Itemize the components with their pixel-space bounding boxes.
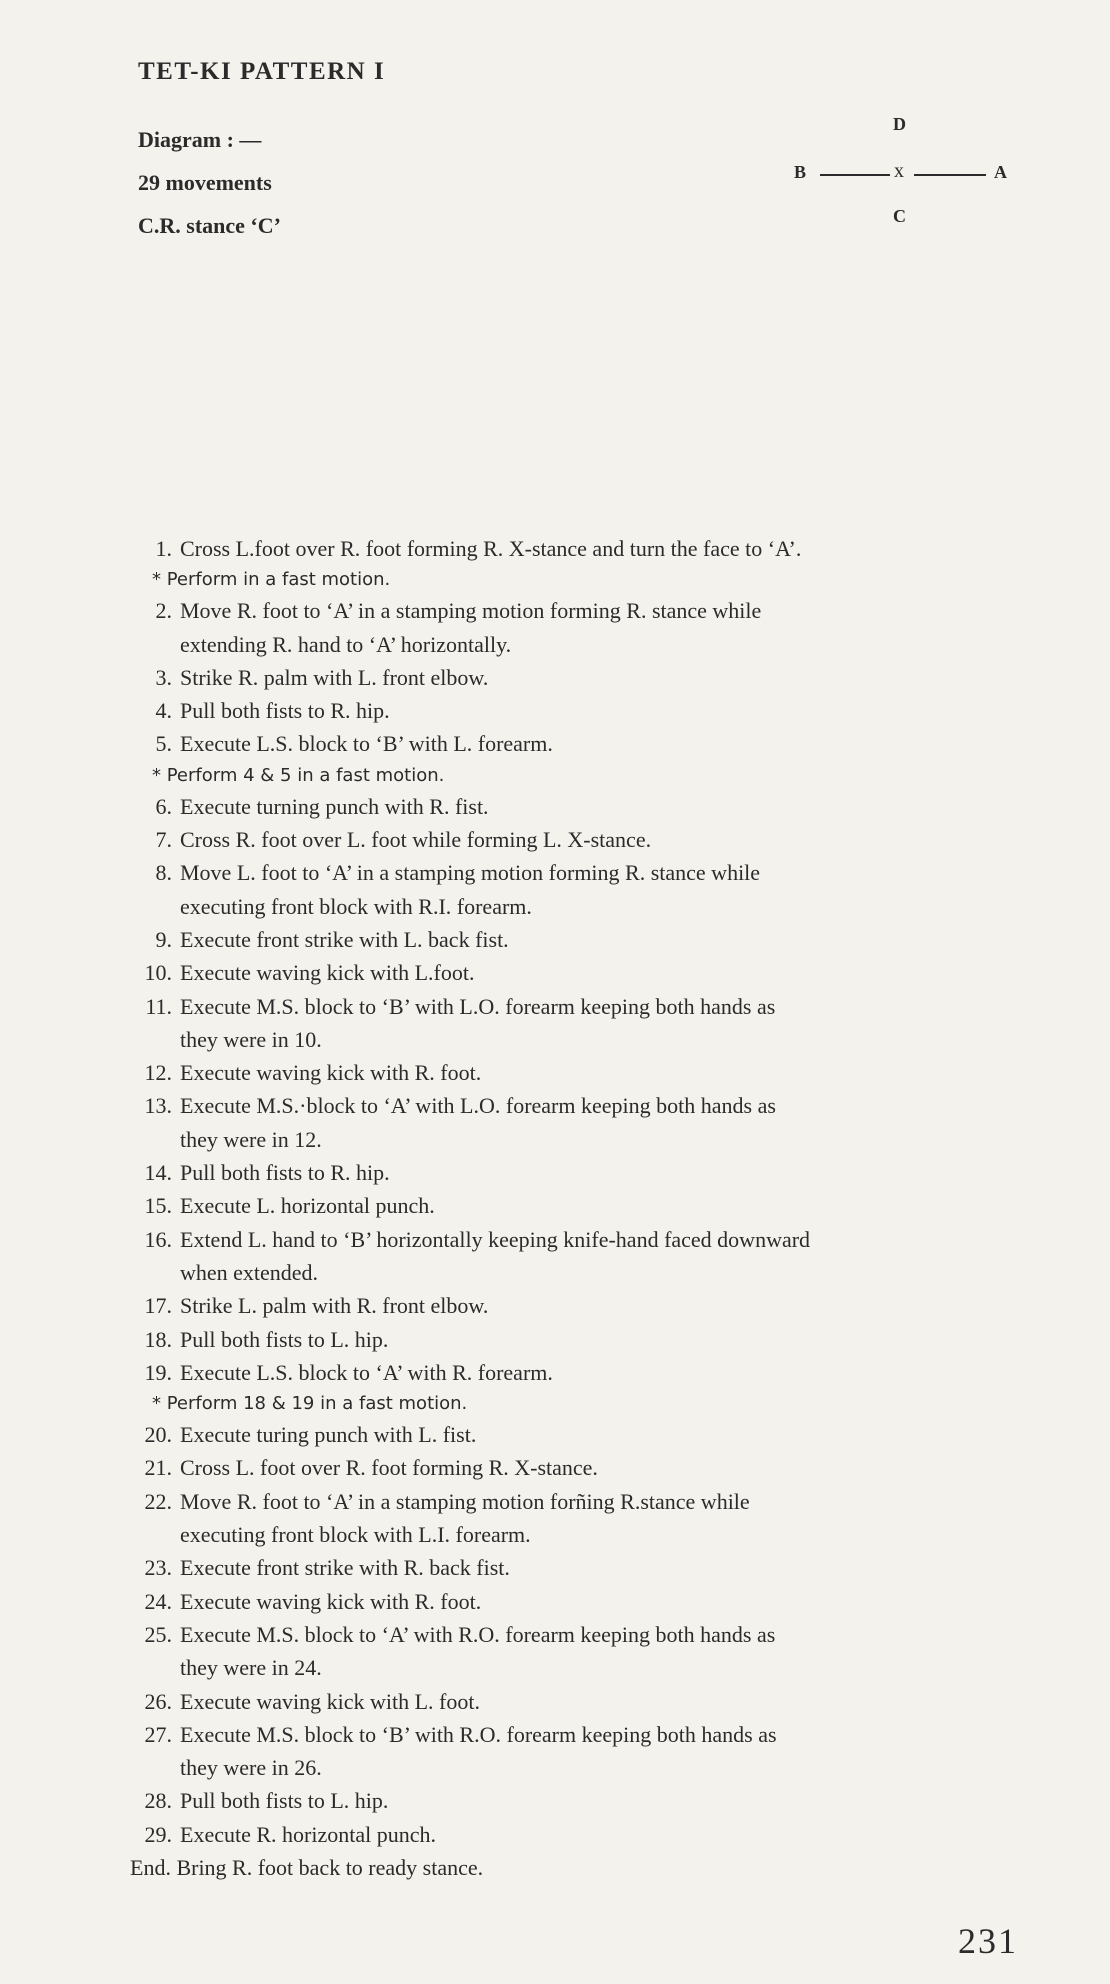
- movement-number: 15.: [144, 1193, 172, 1219]
- movement-item: [130, 1189, 1030, 1222]
- movement-text-continued: they were in 24.: [180, 1655, 322, 1681]
- movement-text: Strike L. palm with R. front elbow.: [180, 1293, 489, 1319]
- movement-number: 29.: [144, 1821, 172, 1847]
- direction-b: B: [794, 162, 807, 182]
- movement-number: 21.: [144, 1455, 172, 1481]
- movement-number: 3.: [155, 664, 172, 690]
- page-title: TET-KI PATTERN I: [138, 58, 386, 85]
- movement-text: Move R. foot to ‘A’ in a stamping motion forming R. stance while: [180, 598, 762, 624]
- movement-text: Execute turing punch with L. fist.: [180, 1422, 477, 1448]
- movement-text-continued: extending R. hand to ‘A’ horizontally.: [180, 631, 512, 657]
- movement-number: 19.: [144, 1359, 172, 1385]
- movement-text: Strike R. palm with L. front elbow.: [180, 664, 489, 690]
- movement-item: [130, 1818, 1030, 1851]
- movement-text: Execute front strike with L. back fist.: [180, 926, 509, 952]
- movement-number: 23.: [144, 1555, 172, 1581]
- movement-text: Execute turning punch with R. fist.: [180, 793, 489, 819]
- movement-item: [130, 1323, 1030, 1356]
- movement-item: [130, 1089, 1030, 1156]
- movement-item: [130, 1784, 1030, 1817]
- movement-text: Move L. foot to ‘A’ in a stamping motion forming R. stance while: [180, 860, 761, 886]
- movement-item: [130, 532, 1030, 565]
- movement-list: [130, 532, 1030, 1884]
- movement-number: 20.: [144, 1422, 172, 1448]
- movement-item: [130, 1056, 1030, 1089]
- movement-number: 6.: [155, 793, 172, 819]
- diagram-label: Diagram : —: [138, 127, 262, 152]
- movement-number: 13.: [144, 1093, 172, 1119]
- movement-text: Execute M.S. block to ‘A’ with R.O. forearm keeping both hands as: [180, 1621, 776, 1647]
- movement-item: [130, 1685, 1030, 1718]
- movement-number: 7.: [155, 827, 172, 853]
- movement-text: Pull both fists to R. hip.: [180, 698, 390, 724]
- page-number: 231: [958, 1921, 1018, 1961]
- diagram-center-mark: x: [894, 160, 904, 182]
- movement-text: Execute waving kick with L.foot.: [180, 960, 475, 986]
- movement-text: Execute M.S. block to ‘B’ with R.O. forearm keeping both hands as: [180, 1721, 777, 1747]
- movement-text: Pull both fists to L. hip.: [180, 1326, 389, 1352]
- movement-number: 2.: [155, 598, 172, 624]
- movement-text: Execute front strike with R. back fist.: [180, 1555, 510, 1581]
- movement-text: Execute waving kick with L. foot.: [180, 1688, 480, 1714]
- movement-text-continued: executing front block with R.I. forearm.: [180, 893, 532, 919]
- movement-item: [130, 1418, 1030, 1451]
- movement-number: 8.: [155, 860, 172, 886]
- movement-number: 26.: [144, 1688, 172, 1714]
- movement-text-continued: when extended.: [180, 1259, 319, 1285]
- movement-number: 18.: [144, 1326, 172, 1352]
- performance-note: * Perform 4 & 5 in a fast motion.: [152, 764, 445, 786]
- movement-item: [130, 1551, 1030, 1584]
- movement-number: 10.: [144, 960, 172, 986]
- movement-item: [130, 1451, 1030, 1484]
- direction-c: C: [893, 206, 906, 226]
- movement-text-continued: executing front block with L.I. forearm.: [180, 1522, 531, 1548]
- movement-item: [130, 1618, 1030, 1685]
- movement-text: Cross L. foot over R. foot forming R. X-stance.: [180, 1455, 598, 1481]
- movement-number: 24.: [144, 1588, 172, 1614]
- movement-item: [130, 1356, 1030, 1389]
- movement-item: [130, 990, 1030, 1057]
- movement-number: 17.: [144, 1293, 172, 1319]
- movement-item: [130, 1156, 1030, 1189]
- movement-text: Execute L.S. block to ‘A’ with R. forearm.: [180, 1359, 553, 1385]
- movement-number: 9.: [155, 926, 172, 952]
- movement-number: 5.: [155, 731, 172, 757]
- movement-text: Execute waving kick with R. foot.: [180, 1588, 482, 1614]
- movement-text: Extend L. hand to ‘B’ horizontally keeping knife-hand faced downward: [180, 1226, 811, 1252]
- movement-number: 4.: [155, 698, 172, 724]
- movement-text: Execute M.S.·block to ‘A’ with L.O. forearm keeping both hands as: [180, 1093, 776, 1119]
- movement-item: [130, 1585, 1030, 1618]
- movement-number: 11.: [145, 993, 172, 1019]
- movement-number: 16.: [144, 1226, 172, 1252]
- movement-text: Execute L.S. block to ‘B’ with L. forearm.: [180, 731, 553, 757]
- performance-note: * Perform in a fast motion.: [152, 569, 391, 591]
- movement-text-continued: they were in 12.: [180, 1126, 322, 1152]
- movement-item: [130, 823, 1030, 856]
- movement-item: [130, 923, 1030, 956]
- movement-number: 28.: [144, 1788, 172, 1814]
- movement-item: [130, 594, 1030, 661]
- movement-text: Cross L.foot over R. foot forming R. X-stance and turn the face to ‘A’.: [180, 536, 802, 561]
- performance-note: * Perform 18 & 19 in a fast motion.: [152, 1393, 468, 1415]
- movement-text: Pull both fists to L. hip.: [180, 1788, 389, 1814]
- movement-item: [130, 694, 1030, 727]
- movement-item: [130, 1718, 1030, 1785]
- movement-text-continued: they were in 26.: [180, 1755, 322, 1781]
- movement-item: [130, 790, 1030, 823]
- end-instruction: End. Bring R. foot back to ready stance.: [130, 1854, 484, 1880]
- movement-item: [130, 1485, 1030, 1552]
- movement-item: [130, 1289, 1030, 1322]
- movement-text: Execute R. horizontal punch.: [180, 1821, 436, 1847]
- movement-text: Move R. foot to ‘A’ in a stamping motion forñing R.stance while: [180, 1488, 750, 1514]
- diagram-line-left: [820, 174, 890, 176]
- direction-d: D: [893, 114, 906, 134]
- movement-item: [130, 661, 1030, 694]
- movement-item: [130, 856, 1030, 923]
- movement-number: 22.: [144, 1488, 172, 1514]
- movement-text: Execute L. horizontal punch.: [180, 1193, 435, 1219]
- movement-text: Cross R. foot over L. foot while forming L. X-stance.: [180, 827, 652, 853]
- direction-a: A: [994, 162, 1007, 182]
- movement-number: 12.: [144, 1060, 172, 1086]
- movement-item: [130, 956, 1030, 989]
- movement-count: 29 movements: [138, 170, 272, 195]
- movement-item: [130, 1223, 1030, 1290]
- movement-number: 1.: [155, 536, 172, 561]
- movement-text: Pull both fists to R. hip.: [180, 1160, 390, 1186]
- pattern-meta: [138, 118, 281, 247]
- movement-text: Execute M.S. block to ‘B’ with L.O. forearm keeping both hands as: [180, 993, 776, 1019]
- stance-label: C.R. stance ‘C’: [138, 213, 281, 238]
- direction-diagram: [780, 110, 1020, 230]
- diagram-line-right: [914, 174, 986, 176]
- movement-number: 25.: [144, 1621, 172, 1647]
- movement-number: 27.: [144, 1721, 172, 1747]
- movement-number: 14.: [144, 1160, 172, 1186]
- movement-text-continued: they were in 10.: [180, 1026, 322, 1052]
- movement-item: [130, 727, 1030, 760]
- movement-text: Execute waving kick with R. foot.: [180, 1060, 482, 1086]
